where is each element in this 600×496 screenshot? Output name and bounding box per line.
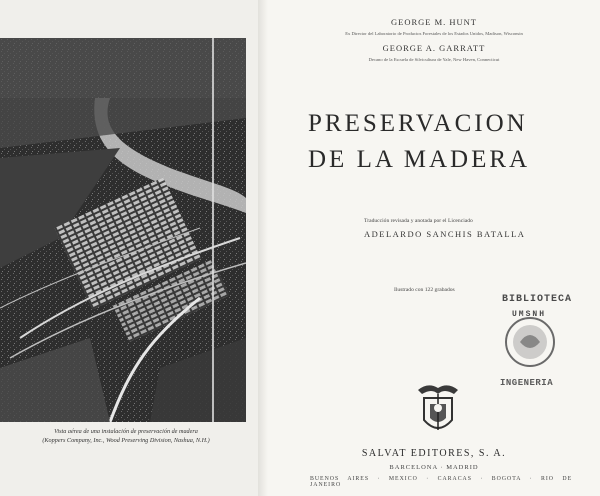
library-stamp [498, 290, 578, 400]
aerial-photo-graphic [0, 38, 246, 422]
photo-caption-line2: (Koppers Company, Inc., Wood Preserving Division, Nashua, N.H.) [42, 436, 210, 444]
author-2-name: GEORGE A. GARRATT [382, 43, 486, 53]
publisher-name: SALVAT EDITORES, S. A. [361, 448, 507, 459]
publisher-cities-line2: BUENOS AIRES · MEXICO · CARACAS · BOGOTA · RIO DE JANEIRO [310, 476, 573, 488]
stamp-top-text: BIBLIOTECA [502, 294, 573, 305]
stamp-seal-icon [498, 314, 578, 374]
book-title-line2: DE LA MADERA [308, 146, 531, 173]
illustrations-note: Ilustrado con 122 grabados [394, 287, 455, 293]
translator-name: ADELARDO SANCHIS BATALLA [364, 229, 526, 239]
book-title-line1: PRESERVACION [308, 110, 528, 137]
author-1-affiliation: Ex Director del Laboratorio de Productos Forestales de los Estados Unidos, Madison, Wisconsin [345, 31, 523, 36]
publisher-cities-line1: BARCELONA · MADRID [389, 464, 479, 471]
author-2-affiliation: Decano de la Escuela de Silvicultura de Yale, New Haven, Connecticut [368, 57, 500, 62]
title-page [268, 0, 600, 496]
left-page [0, 0, 262, 496]
translation-note: Traducción revisada y anotada por el Licenciado [364, 218, 473, 224]
aerial-photo [0, 38, 246, 422]
stamp-bottom-text: INGENERIA [500, 378, 554, 388]
publisher-logo-icon [414, 380, 462, 444]
book-gutter [258, 0, 268, 496]
author-1-name: GEORGE M. HUNT [390, 17, 477, 27]
photo-caption-line1: Vista aérea de una instalación de preservación de madera [54, 428, 198, 435]
stamp-mid-text: UMSNH [512, 310, 547, 319]
photo-caption [6, 428, 246, 445]
